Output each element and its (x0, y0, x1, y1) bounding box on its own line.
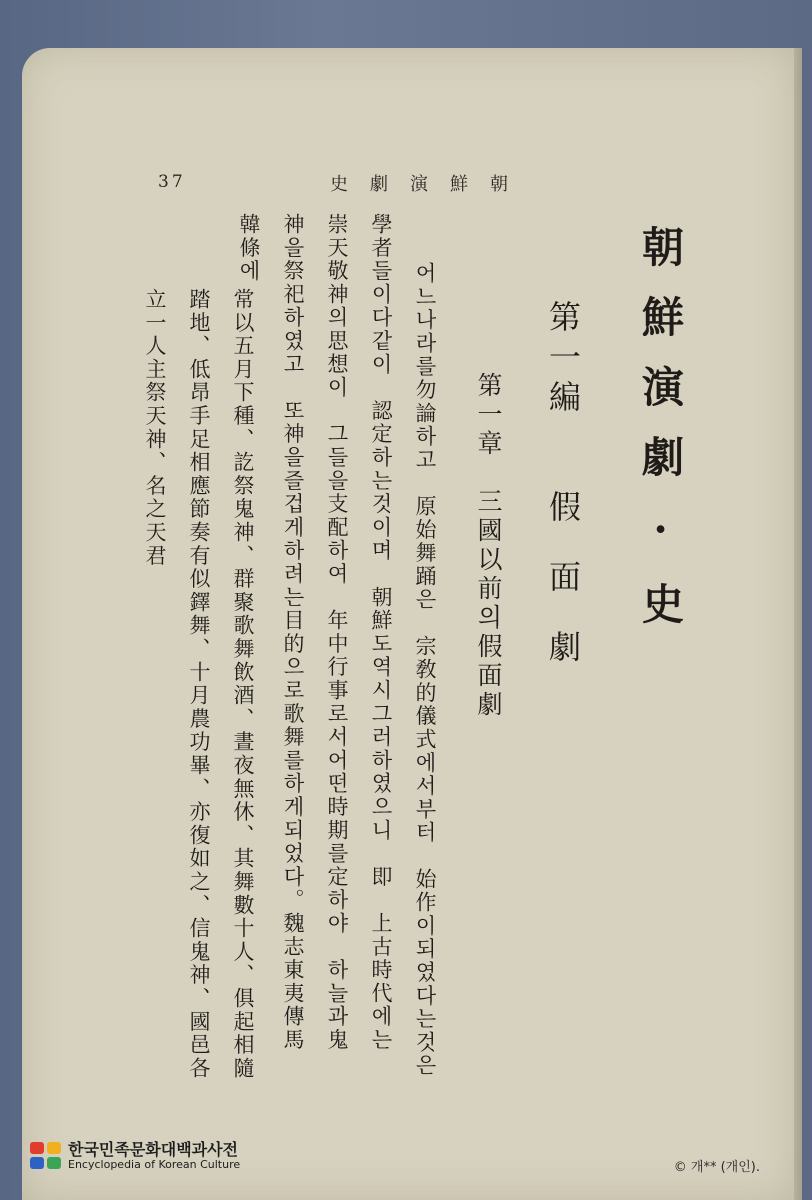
logo-text (68, 1141, 240, 1171)
part-subtitle: 假面劇 (544, 490, 582, 700)
encyclopedia-logo[interactable] (30, 1140, 240, 1172)
body-column: 어느나라를勿論하고 原始舞踊은 宗敎的儀式에서부터 始作이되였다는것은 (413, 262, 437, 1078)
body-column: 崇天敬神의思想이 그들을支配하여 年中行事로서어떤時期를定하야 하늘과鬼 (325, 213, 349, 1052)
logo-korean: 한국민족문화대백과사전 (68, 1140, 239, 1160)
book-title: 朝鮮演劇·史 (636, 225, 685, 652)
body-column: 韓條에 (237, 213, 261, 283)
chapter-title: 第一章 三國以前의假面劇 (474, 372, 503, 720)
part-title: 第一編 (544, 300, 582, 420)
quote-column: 常以五月下種、訖祭鬼神、群聚歌舞飲酒、晝夜無休、其舞數十人、俱起相隨 (231, 288, 255, 1081)
copyright-notice: © 개** (개인). (673, 1160, 760, 1175)
logo-english: Encyclopedia of Korean Culture (68, 1157, 241, 1171)
body-column: 學者들이다같이 認定하는것이며 朝鮮도역시그러하였으니 即 上古時代에는 (369, 213, 393, 1052)
running-head: 史劇演鮮朝 (330, 174, 530, 195)
quote-column: 踏地、低昂手足相應節奏有似鐸舞、十月農功畢、亦復如之、信鬼神、國邑各 (187, 288, 211, 1081)
quote-column: 立一人主祭天神、名之天君 (143, 288, 167, 568)
logo-mark-icon (30, 1140, 62, 1172)
body-column: 神을祭祀하였고 또神을즐겁게하려는目的으로歌舞를하게되었다。魏志東夷傳馬 (281, 213, 305, 1052)
page-number: 37 (158, 172, 186, 192)
